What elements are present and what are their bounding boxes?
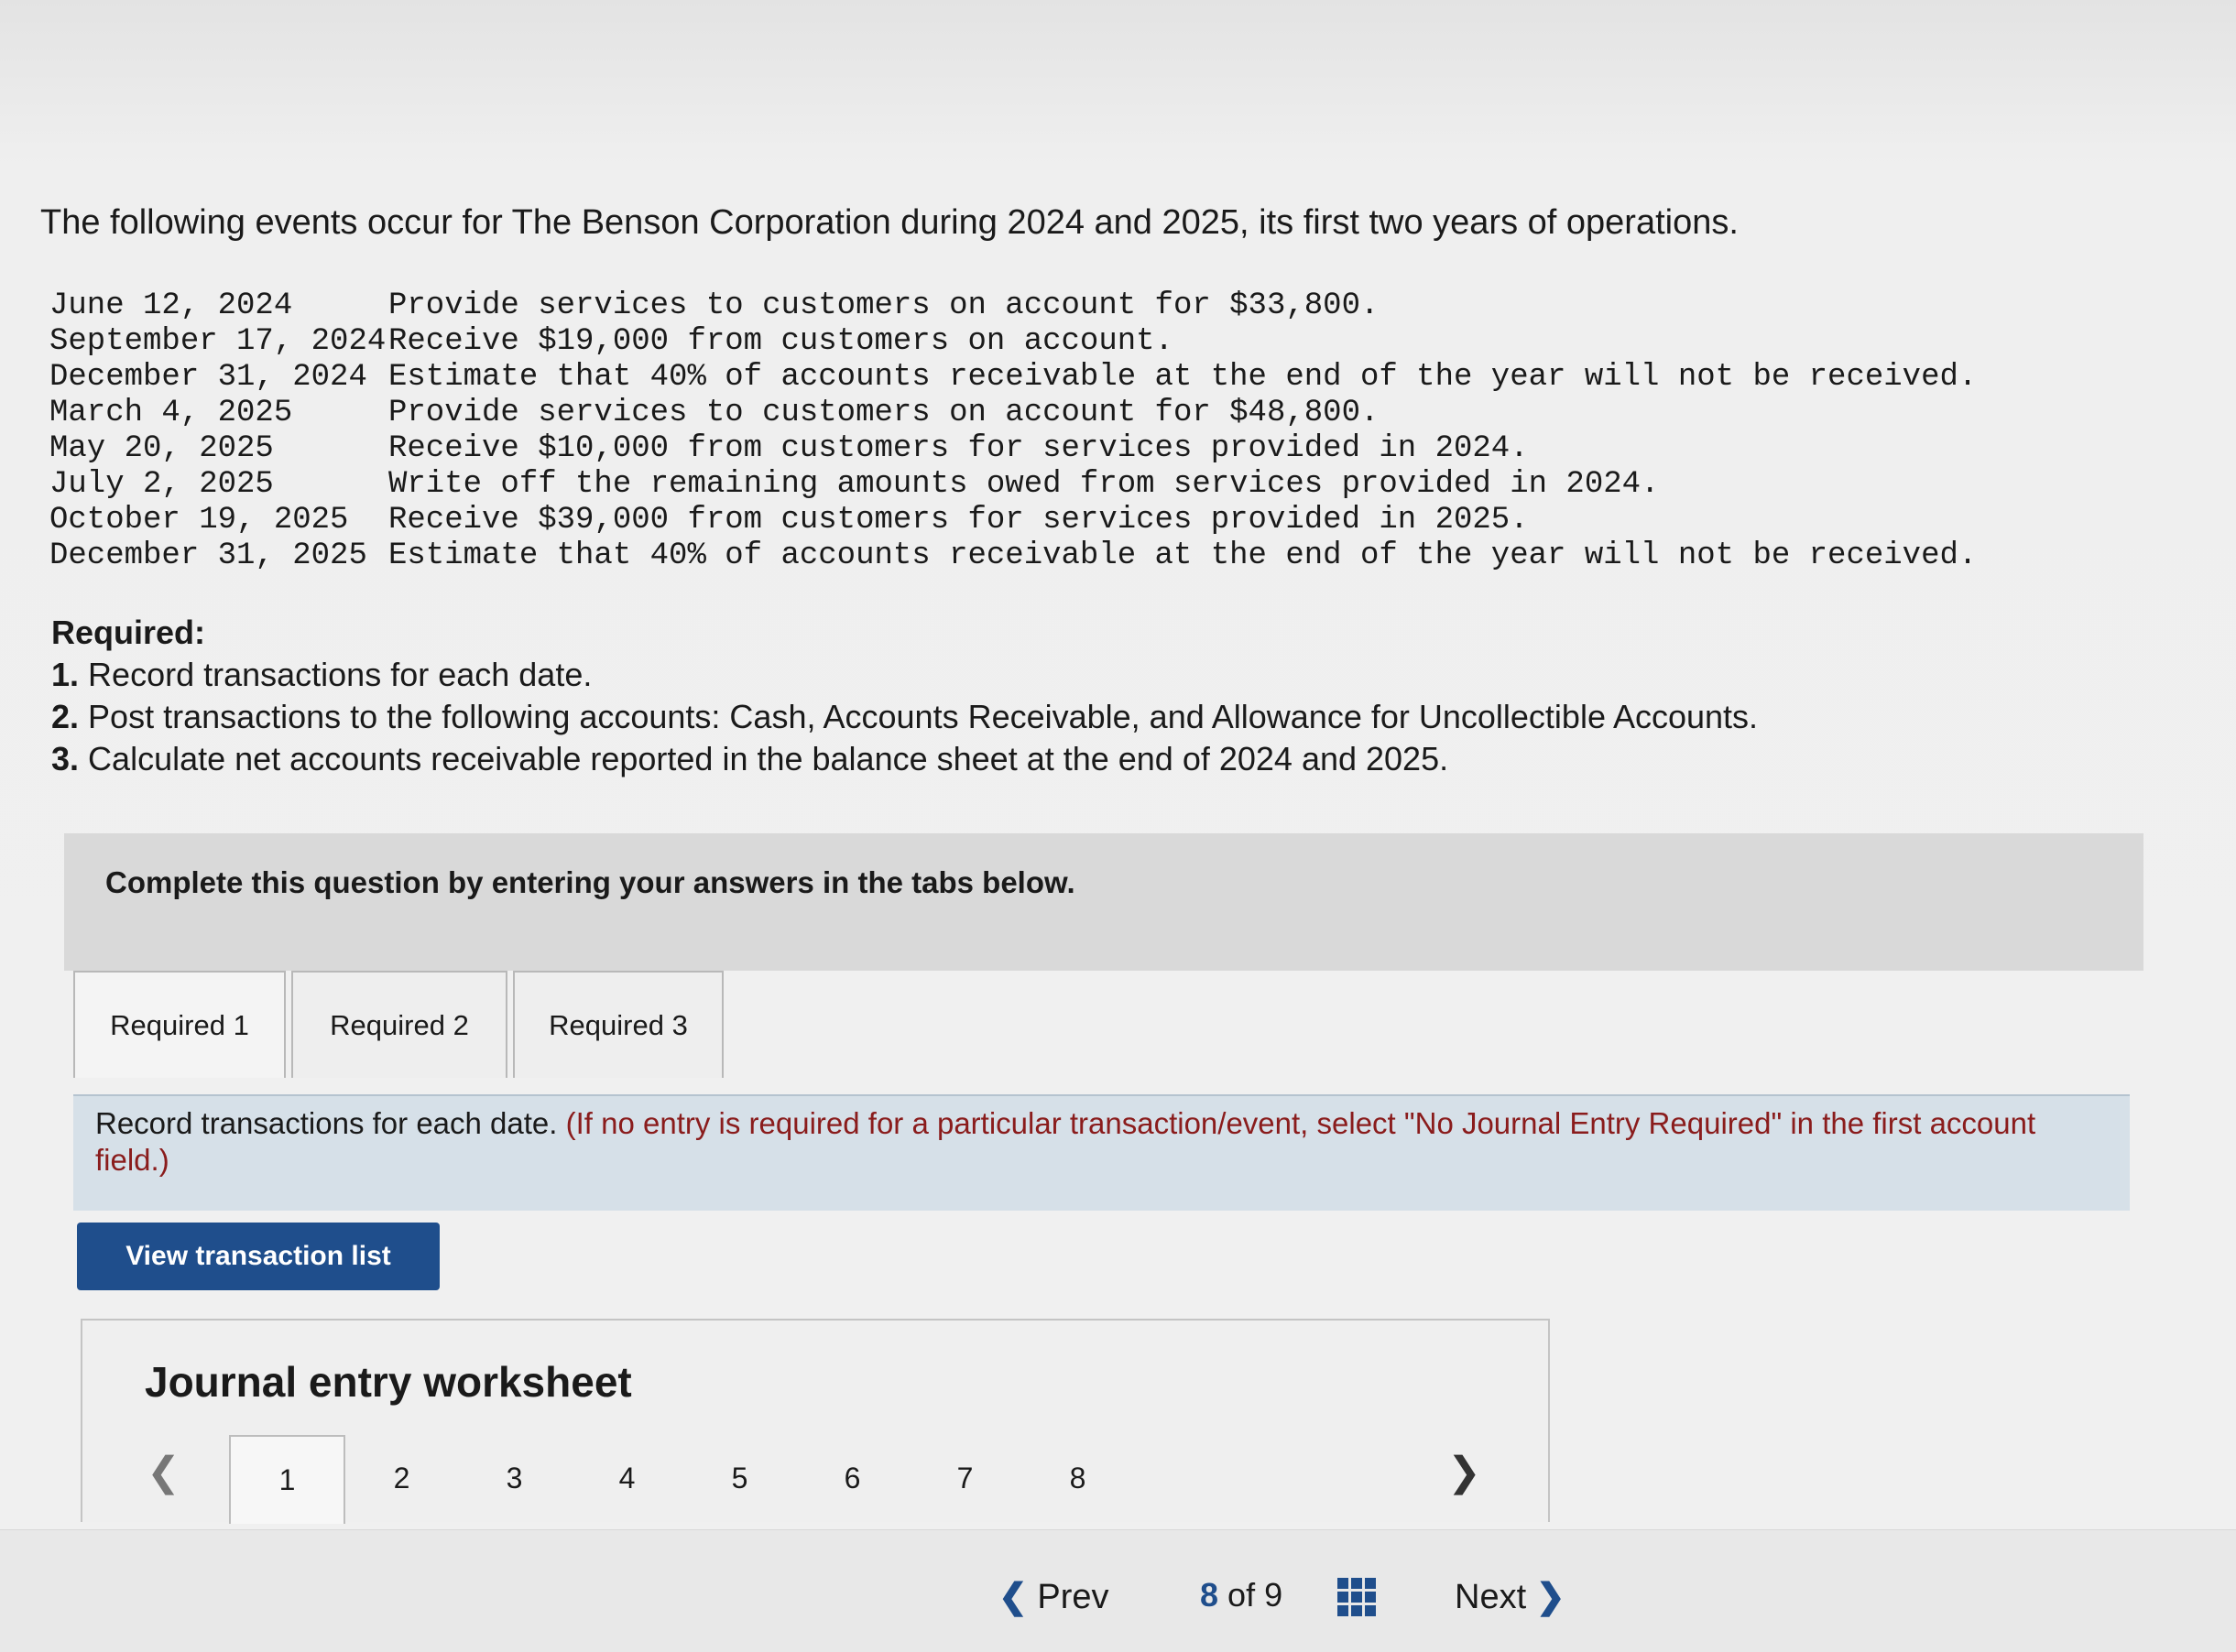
view-transaction-list-button[interactable]: View transaction list: [77, 1223, 440, 1290]
footer-navigation: [0, 1529, 2236, 1652]
event-date: June 12, 2024: [49, 288, 293, 323]
event-text: Estimate that 40% of accounts receivable at the end of the year will not be received.: [388, 360, 1978, 395]
worksheet-page-8[interactable]: 8: [1069, 1462, 1086, 1494]
worksheet-pagination: [147, 1435, 1539, 1522]
worksheet-page-list: [229, 1435, 1134, 1524]
instruction-note: (If no entry is required for a particular transaction/event, select "No Journal Entry Required" in the first account field.): [95, 1106, 2036, 1177]
worksheet-page-7[interactable]: 7: [956, 1462, 974, 1494]
worksheet-title: Journal entry worksheet: [145, 1358, 632, 1406]
tab-required-1[interactable]: Required 1: [73, 971, 286, 1078]
event-row: [49, 503, 1977, 538]
event-date: December 31, 2024: [49, 360, 367, 395]
event-row: [49, 467, 1977, 503]
worksheet-page-2[interactable]: 2: [393, 1462, 410, 1494]
event-row: [49, 288, 1977, 324]
event-text: Write off the remaining amounts owed from services provided in 2024.: [388, 467, 1660, 502]
banner-text: Complete this question by entering your answers in the tabs below.: [105, 865, 1075, 899]
prev-button[interactable]: ❮ Prev: [998, 1578, 1109, 1616]
required-item: 3. Calculate net accounts receivable reported in the balance sheet at the end of 2024 and 2025.: [51, 740, 1449, 777]
tab-required-3[interactable]: Required 3: [513, 971, 724, 1078]
event-row: [49, 538, 1977, 574]
event-text: Estimate that 40% of accounts receivable at the end of the year will not be received.: [388, 538, 1978, 573]
chevron-right-icon: ❯: [1535, 1578, 1565, 1616]
worksheet-page-3[interactable]: 3: [506, 1462, 523, 1494]
event-row: [49, 360, 1977, 396]
required-tabs: [73, 971, 729, 1078]
event-date: March 4, 2025: [49, 396, 293, 430]
event-row: [49, 431, 1977, 467]
chevron-left-icon[interactable]: ❮: [147, 1450, 180, 1494]
required-item: 1. Record transactions for each date.: [51, 656, 593, 693]
worksheet-page-1[interactable]: 1: [229, 1435, 345, 1524]
event-text: Receive $39,000 from customers for services provided in 2025.: [388, 503, 1529, 538]
event-text: Provide services to customers on account for $33,800.: [388, 288, 1380, 323]
tab-required-2[interactable]: Required 2: [291, 971, 507, 1078]
instruction-text: Record transactions for each date. (If no entry is required for a particular transaction/event, select "No Journal Entry Required" in the first account field.): [95, 1106, 2036, 1177]
next-button[interactable]: Next ❯: [1455, 1578, 1565, 1616]
problem-intro: The following events occur for The Benson Corporation during 2024 and 2025, its first two years of operations.: [40, 203, 1739, 242]
required-heading: Required:: [51, 614, 206, 651]
grid-icon[interactable]: [1337, 1578, 1376, 1616]
event-date: December 31, 2025: [49, 538, 367, 573]
event-date: July 2, 2025: [49, 467, 274, 502]
chevron-right-icon[interactable]: ❯: [1447, 1450, 1481, 1494]
event-date: October 19, 2025: [49, 503, 349, 538]
required-item: 2. Post transactions to the following accounts: Cash, Accounts Receivable, and Allowance for Uncollectible Accounts.: [51, 698, 1759, 735]
question-counter: 8 of 9: [1200, 1576, 1283, 1614]
event-row: [49, 324, 1977, 360]
event-row: [49, 396, 1977, 431]
journal-entry-worksheet: [81, 1319, 1550, 1522]
event-text: Receive $10,000 from customers for services provided in 2024.: [388, 431, 1529, 466]
tab-instruction: [73, 1094, 2130, 1211]
event-text: Provide services to customers on account for $48,800.: [388, 396, 1380, 430]
event-text: Receive $19,000 from customers on account.: [388, 324, 1173, 359]
worksheet-page-5[interactable]: 5: [731, 1462, 748, 1494]
chevron-left-icon: ❮: [998, 1578, 1028, 1616]
events-list: [49, 288, 1977, 574]
event-date: September 17, 2024: [49, 324, 387, 359]
worksheet-page-4[interactable]: 4: [618, 1462, 636, 1494]
event-date: May 20, 2025: [49, 431, 274, 466]
required-section: [51, 612, 1758, 780]
instructions-banner: [64, 833, 2143, 971]
worksheet-page-6[interactable]: 6: [844, 1462, 861, 1494]
